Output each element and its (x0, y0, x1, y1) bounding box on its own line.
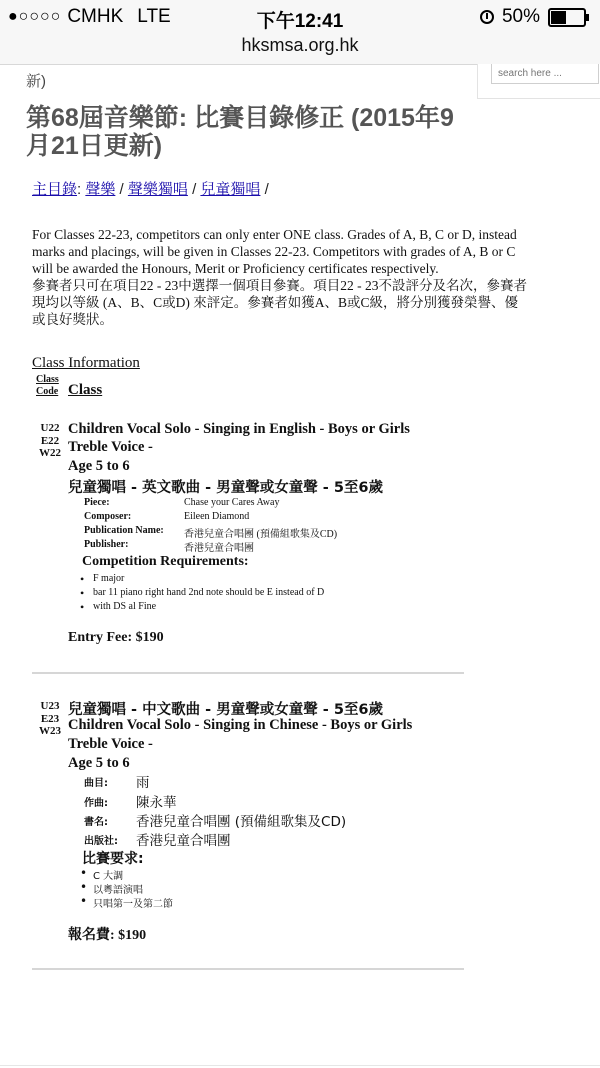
signal-strength-icon: ●○○○○ (8, 8, 62, 25)
publisher-value: 香港兒童合唱團 (184, 543, 254, 554)
page-title: 第68屆音樂節: 比賽目錄修正 (2015年9月21日更新) (26, 104, 454, 160)
breadcrumb-vocal-solo-link[interactable]: 聲樂獨唱 (127, 181, 188, 198)
publication-value: 香港兒童合唱團 (預備組歌集及CD) (184, 529, 338, 540)
entry-fee: Entry Fee: $190 (68, 630, 164, 645)
address-bar[interactable] (0, 34, 600, 65)
composer-label: Composer: (84, 511, 132, 522)
publisher-value: 香港兒童合唱團 (136, 833, 231, 849)
class-title-en: Children Vocal Solo - Singing in Chinese - Boys or Girls (68, 717, 413, 733)
breadcrumb-children-solo-link[interactable]: 兒童獨唱 (200, 181, 261, 198)
breadcrumb-separator: / (119, 181, 124, 198)
class-information-heading: Class Information (32, 355, 140, 371)
class-codes (37, 700, 63, 738)
breadcrumb-vocal-link[interactable]: 聲樂 (85, 181, 116, 198)
breadcrumb-separator: / (192, 181, 197, 198)
intro-line: marks and placings, will be given in Classes 22-23. Competitors with grades of A, B or C (32, 244, 516, 259)
class-codes (37, 422, 63, 460)
battery-icon (548, 8, 586, 27)
breadcrumb-home-link[interactable]: 主目錄 (32, 181, 78, 198)
requirements-heading: Competition Requirements: (82, 554, 249, 569)
class-header: Class (68, 382, 103, 398)
breadcrumb-separator: : (77, 181, 82, 198)
url-text[interactable]: hksmsa.org.hk (241, 35, 359, 55)
search-box (477, 64, 600, 99)
alarm-icon (480, 10, 494, 24)
intro-paragraph (32, 226, 600, 328)
class-title-voice: Treble Voice - (68, 736, 153, 752)
class-code: W23 (39, 725, 61, 737)
intro-line: 現均以等級 (A、B、C或D) 來評定。參賽者如獲A、B或C級，將分別獲發榮譽、優 (32, 295, 519, 310)
class-code: E22 (40, 434, 60, 447)
intro-line: 參賽者只可在項目22 - 23中選擇一個項目參賽。項目22 - 23不設評分及名次，參賽者 (32, 278, 527, 293)
network-type: LTE (137, 6, 171, 27)
status-bar (0, 0, 600, 34)
requirement-item: • 只唱第一及第二節 (93, 895, 173, 910)
composer-value: 陳永華 (136, 795, 177, 811)
requirement-item: • C 大調 (93, 867, 123, 882)
publication-label: Publication Name: (84, 525, 164, 536)
requirement-item: • 以粵語演唱 (93, 881, 143, 896)
page-content (0, 64, 600, 1068)
page-bottom-border (0, 1065, 600, 1066)
intro-line: will be awarded the Honours, Merit or Proficiency certificates respectively. (32, 261, 439, 276)
requirement-item: • with DS al Fine (93, 601, 156, 612)
class-title-age: Age 5 to 6 (68, 755, 130, 771)
publisher-label: 出版社: (84, 836, 118, 847)
class-code: U23 (40, 700, 60, 712)
piece-label: Piece: (84, 497, 110, 508)
piece-value: 雨 (136, 775, 150, 791)
class-title-cn: 兒童獨唱 - 英文歌曲 - 男童聲或女童聲 - 5至6歲 (68, 480, 384, 496)
composer-label: 作曲: (84, 798, 108, 809)
publication-value: 香港兒童合唱團 (預備組歌集及CD) (136, 814, 347, 830)
previous-text-fragment: 新) (26, 73, 46, 90)
piece-label: 曲目: (84, 778, 108, 789)
publisher-label: Publisher: (84, 539, 129, 550)
requirement-item: • F major (93, 573, 124, 584)
piece-value: Chase your Cares Away (184, 497, 280, 508)
carrier-name: CMHK (67, 6, 124, 27)
class-code-header: Class Code (36, 374, 59, 397)
breadcrumb (32, 178, 269, 199)
entry-fee: 報名費: $190 (68, 928, 147, 943)
composer-value: Eileen Diamond (184, 511, 250, 522)
intro-line: 或良好獎狀。 (32, 312, 113, 327)
clock: 下午12:41 (256, 11, 344, 32)
class-code: W22 (39, 447, 61, 459)
class-title-cn: 兒童獨唱 - 中文歌曲 - 男童聲或女童聲 - 5至6歲 (68, 702, 384, 718)
intro-line: For Classes 22-23, competitors can only enter ONE class. Grades of A, B, C or D, instead (32, 227, 517, 242)
breadcrumb-separator: / (264, 181, 269, 198)
class-title-en: Children Vocal Solo - Singing in English - Boys or Girls (68, 421, 410, 437)
publication-label: 書名: (84, 817, 108, 828)
class-title-age: Age 5 to 6 (68, 458, 130, 474)
search-input[interactable] (491, 64, 599, 84)
class-code: U22 (40, 422, 60, 434)
section-divider (32, 968, 464, 970)
class-title-voice: Treble Voice - (68, 439, 153, 455)
requirement-item: • bar 11 piano right hand 2nd note should be E instead of D (93, 587, 324, 598)
battery-percent: 50% (501, 6, 540, 27)
requirements-heading: 比賽要求: (82, 851, 144, 867)
class-code: E23 (40, 712, 60, 725)
section-divider (32, 672, 464, 674)
